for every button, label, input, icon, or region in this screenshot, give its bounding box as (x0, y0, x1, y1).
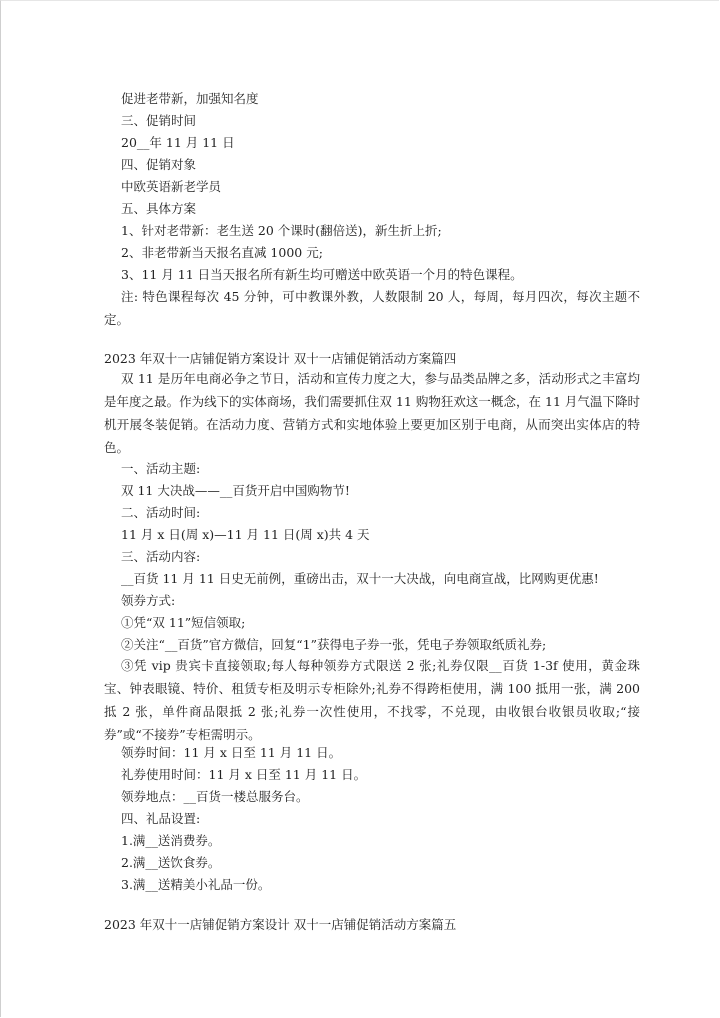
text-line: 2.满__送饮食券。 (121, 855, 221, 870)
text-line: 五、具体方案 (121, 201, 197, 216)
intro-paragraph: 双 11 是历年电商必争之节日，活动和宣传力度之大，参与品类品牌之多，活动形式之丰富均是年度之最。作为线下的实体商场，我们需要抓住双 11 购物狂欢这一概念，在 11 月气温下降时机开展冬装促销。在活动力度、营销方式和实地体验上要更加区别于电商，从而突出实体店的特色。 (104, 371, 640, 455)
text-line: 领券地点：__百货一楼总服务台。 (121, 789, 309, 804)
text-line: 3、11 月 11 日当天报名所有新生均可赠送中欧英语一个月的特色课程。 (121, 267, 523, 282)
text-line: 领券时间：11 月 x 日至 11 月 11 日。 (121, 745, 342, 760)
text-line: 三、促销时间 (121, 113, 197, 128)
text-line: __百货 11 月 11 日史无前例，重磅出击，双十一大决战，向电商宣战，比网购更优惠! (121, 571, 599, 586)
text-line: 11 月 x 日(周 x)—11 月 11 日(周 x)共 4 天 (121, 527, 370, 542)
text-line: 1、针对老带新：老生送 20 个课时(翻倍送)，新生折上折; (121, 223, 442, 238)
text-line: 四、促销对象 (121, 157, 197, 172)
section-heading: 2023 年双十一店铺促销方案设计 双十一店铺促销活动方案篇四 (104, 351, 457, 366)
method-paragraph: ③凭 vip 贵宾卡直接领取;每人每种领券方式限送 2 张;礼券仅限__百货 1-3f 使用，黄金珠宝、钟表眼镜、特价、租赁专柜及明示专柜除外;礼券不得跨柜使用，满 100 抵用一张，满 200 抵 2 张，单件商品限抵 2 张;礼券一次性使用，不找零，不兑现，由收银台收银员收取;“接券”或“不接券”专柜需明示。 (104, 658, 640, 742)
text-line: 领券方式: (121, 593, 176, 608)
text-line: 双 11 大决战——__百货开启中国购物节! (121, 483, 350, 498)
text-line: 一、活动主题: (121, 461, 201, 476)
text-line: 1.满__送消费券。 (121, 833, 221, 848)
text-line: ①凭“双 11”短信领取; (121, 615, 246, 630)
text-line: 中欧英语新老学员 (121, 179, 222, 194)
text-line: 三、活动内容: (121, 549, 201, 564)
note-paragraph: 注: 特色课程每次 45 分钟，可中教课外教，人数限制 20 人，每周，每月四次，每次主题不定。 (104, 289, 640, 327)
text-line: 20__年 11 月 11 日 (121, 135, 235, 150)
text-line: 礼券使用时间：11 月 x 日至 11 月 11 日。 (121, 767, 367, 782)
text-line: ②关注“__百货”官方微信，回复“1”获得电子券一张，凭电子券领取纸质礼券; (121, 637, 547, 652)
text-line: 二、活动时间: (121, 505, 201, 520)
section-heading: 2023 年双十一店铺促销方案设计 双十一店铺促销活动方案篇五 (104, 917, 457, 932)
text-line: 2、非老带新当天报名直减 1000 元; (121, 245, 323, 260)
text-line: 促进老带新，加强知名度 (121, 91, 259, 106)
text-line: 3.满__送精美小礼品一份。 (121, 877, 271, 892)
text-line: 四、礼品设置: (121, 811, 201, 826)
